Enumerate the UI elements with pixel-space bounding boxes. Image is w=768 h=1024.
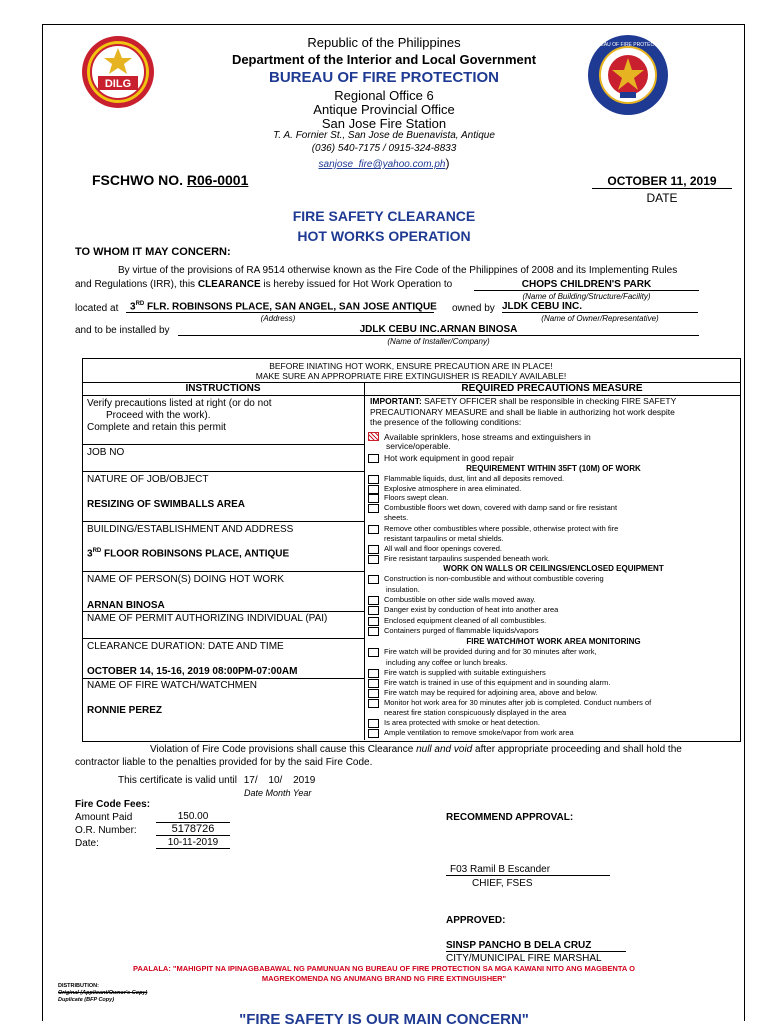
installer-name: JDLK CEBU INC.ARNAN BINOSA [178,324,699,336]
installer-caption: (Name of Installer/Company) [387,337,490,346]
checkbox-checked-icon[interactable] [368,432,379,441]
issue-date-label: DATE [646,191,678,205]
phone-text: (036) 540-7175 / 0915-324-8833 [311,143,457,154]
checkbox-icon[interactable] [368,575,379,584]
valid-caption: Date Month Year [244,788,312,798]
para1-line2 [75,279,452,290]
dilg-logo-text: DILG [104,78,132,90]
checkbox-icon[interactable] [368,729,379,738]
valid-until-line [118,775,315,786]
motto-wrap [0,1010,768,1024]
station-text: San Jose Fire Station [321,116,447,131]
checkbox-icon[interactable] [368,525,379,534]
divider [82,571,364,572]
building-caption: (Name of Building/Structure/Facility) [522,292,651,301]
paalala-line-2: MAGREKOMENDA NG ANUMANG BRAND NG FIRE EXTINGUISHER" [261,974,507,983]
valid-label: This certificate is valid until [118,775,237,786]
table-warning-1: BEFORE INIATING HOT WORK, ENSURE PRECAUTION ARE IN PLACE! [269,361,553,371]
title-clearance: FIRE SAFETY CLEARANCE [292,208,476,224]
para1-c: is hereby issued for Hot Work Operation to [263,279,453,290]
col-precautions: REQUIRED PRECAUTIONS MEASURE [461,383,643,394]
firewatch-value: RONNIE PEREZ [87,705,163,716]
dept-text: Department of the Interior and Local Government [231,52,537,67]
bureau-text: BUREAU OF FIRE PROTECTION [268,69,499,86]
email-suffix: ) [445,156,450,170]
checkbox-icon[interactable] [368,669,379,678]
email-link[interactable]: sanjose_fire@yahoo.com.ph [318,159,446,170]
amount-value: 150.00 [156,811,230,823]
republic-text: Republic of the Philippines [307,35,461,50]
owner-caption: (Name of Owner/Representative) [541,314,659,323]
fschwo-line [92,172,248,188]
duration-label: CLEARANCE DURATION: DATE AND TIME [87,641,284,652]
motto: "FIRE SAFETY IS OUR MAIN CONCERN" [239,1011,529,1024]
instr-2: Proceed with the work). [106,410,211,421]
address-text: T. A. Fornier St., San Jose de Buenavista, Antique [273,130,495,141]
checkbox-icon[interactable] [368,699,379,708]
owned-label: owned by [452,303,495,314]
valid-month: 10/ [268,775,283,786]
divider [82,678,364,679]
fschwo-number: R06-0001 [186,172,249,188]
installed-label: and to be installed by [75,325,170,336]
checkbox-icon[interactable] [368,494,379,503]
building-value: 3RD FLOOR ROBINSONS PLACE, ANTIQUE [87,548,290,560]
chief-title: CHIEF, FSES [472,878,533,889]
fees-title: Fire Code Fees: [75,799,151,810]
checkbox-icon[interactable] [368,504,379,513]
divider [82,611,364,612]
checkbox-icon[interactable] [368,679,379,688]
section-35ft: REQUIREMENT WITHIN 35FT (10M) OF WORK [466,464,641,473]
violation-line-1: Violation of Fire Code provisions shall cause this Clearance null and void after appropriate proceeding and shall hold the [150,744,682,755]
checkbox-icon[interactable] [368,475,379,484]
column-divider [364,382,365,740]
site-address: 3RD FLR. ROBINSONS PLACE, SAN ANGEL, SAN JOSE ANTIQUE [126,301,434,313]
email-line [0,156,768,170]
date-value: 10-11-2019 [156,837,230,849]
building-name: CHOPS CHILDREN'S PARK [474,279,699,291]
checkbox-icon[interactable] [368,627,379,636]
divider [82,444,364,445]
address-caption: (Address) [260,314,296,323]
divider [82,638,364,639]
to-whom: TO WHOM IT MAY CONCERN: [75,246,231,258]
issue-date: OCTOBER 11, 2019 [592,174,732,189]
marshal-title: CITY/MUNICIPAL FIRE MARSHAL [446,953,602,964]
important-note: IMPORTANT: SAFETY OFFICER shall be responsible in checking FIRE SAFETY PRECAUTIONARY MEASURE and shall be liable in authorizing hot work despite the presence of the following conditions: [370,396,677,427]
section-firewatch: FIRE WATCH/HOT WORK AREA MONITORING [466,637,641,646]
chief-name: F03 Ramil B Escander [446,864,610,876]
checkbox-icon[interactable] [368,545,379,554]
province-text: Antique Provincial Office [313,102,455,117]
divider [82,521,364,522]
title-hotworks: HOT WORKS OPERATION [297,228,471,244]
valid-day: 17/ [243,775,258,786]
duration-value: OCTOBER 14, 15-16, 2019 08:00PM-07:00AM [87,666,298,677]
marshal-name: SINSP PANCHO B DELA CRUZ [446,940,626,952]
table-warning-2: MAKE SURE AN APPROPRIATE FIRE EXTINGUISHER IS READILY AVAILABLE! [255,371,567,381]
fschwo-label: FSCHWO NO. [92,172,183,188]
nature-label: NATURE OF JOB/OBJECT [87,474,209,485]
checkbox-icon[interactable] [368,485,379,494]
checkbox-icon[interactable] [368,555,379,564]
section-walls: WORK ON WALLS OR CEILINGS/ENCLOSED EQUIPMENT [443,564,664,573]
divider [82,471,364,472]
person-value: ARNAN BINOSA [87,600,165,611]
or-value: 5178726 [156,823,230,836]
checkbox-icon[interactable] [368,617,379,626]
checkbox-icon[interactable] [368,454,379,463]
located-label: located at [75,303,119,314]
checkbox-icon[interactable] [368,606,379,615]
para1-line1: By virtue of the provisions of RA 9514 otherwise known as the Fire Code of the Philippines of 2008 and its Implementing Rules [118,265,678,276]
checkbox-icon[interactable] [368,596,379,605]
date-label: Date: [75,838,99,849]
or-label: O.R. Number: [75,825,137,836]
job-no-label: JOB NO [87,447,125,458]
valid-year: 2019 [293,775,316,786]
checkbox-icon[interactable] [368,719,379,728]
instr-1: Verify precautions listed at right (or do not [87,398,272,409]
approved-label: APPROVED: [446,915,506,926]
bfp-logo-text: BUREAU OF FIRE PROTECTION [589,42,667,48]
distribution: DISTRIBUTION: Original (Applicant/Owner's Copy) Duplicate (BFP Copy) [58,983,148,1003]
paalala-line-1: PAALALA: "MAHIGPIT NA IPINAGBABAWAL NG PAMUNUAN NG BUREAU OF FIRE PROTECTION SA MGA KAWANI NITO ANG MAGBENTA O [133,964,635,973]
checkbox-icon[interactable] [368,689,379,698]
recommend-label: RECOMMEND APPROVAL: [446,812,574,823]
violation-line-2: contractor liable to the penalties provided for by the said Fire Code. [75,757,373,768]
region-text: Regional Office 6 [334,88,434,103]
para1-b: and Regulations (IRR), this [75,279,196,290]
owner-name: JLDK CEBU INC. [502,301,698,313]
person-label: NAME OF PERSON(S) DOING HOT WORK [87,574,285,585]
building-label: BUILDING/ESTABLISHMENT AND ADDRESS [87,524,294,535]
nature-value: RESIZING OF SWIMBALLS AREA [87,499,245,510]
amount-label: Amount Paid [75,812,133,823]
col-instructions: INSTRUCTIONS [185,383,261,394]
para1-clearance: CLEARANCE [197,279,261,290]
firewatch-label: NAME OF FIRE WATCH/WATCHMEN [87,680,257,691]
instr-3: Complete and retain this permit [87,422,226,433]
checkbox-icon[interactable] [368,648,379,657]
pai-label: NAME OF PERMIT AUTHORIZING INDIVIDUAL (PAI) [87,613,328,624]
